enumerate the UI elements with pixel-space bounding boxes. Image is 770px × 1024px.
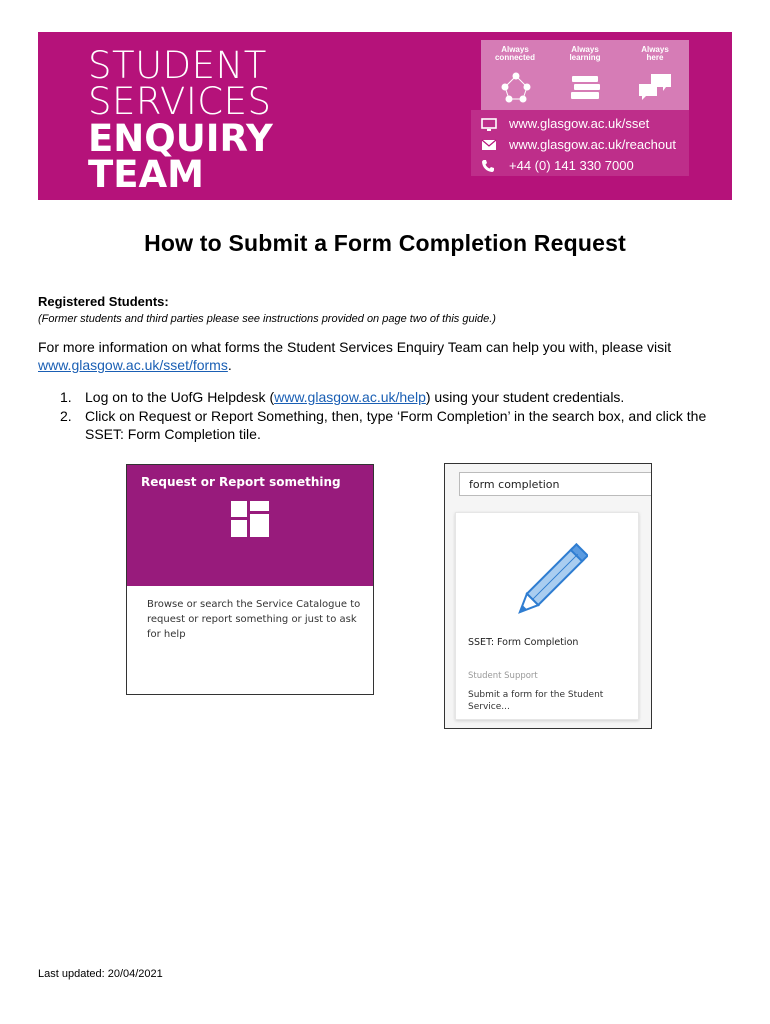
- step-number: 2.: [60, 408, 72, 424]
- catalogue-grid-icon: [231, 501, 269, 537]
- registered-students-heading: Registered Students:: [38, 294, 169, 309]
- card-title: SSET: Form Completion: [468, 637, 579, 648]
- step-text: Log on to the UofG Helpdesk (: [85, 389, 275, 405]
- brand-line: STUDENT: [88, 44, 267, 87]
- envelope-icon: [481, 139, 497, 151]
- tile-header: [127, 465, 373, 586]
- contact-phone[interactable]: +44 (0) 141 330 7000: [509, 158, 634, 173]
- people-network-icon: [499, 70, 533, 104]
- pencil-icon: [504, 543, 588, 629]
- brand-line: ENQUIRY: [88, 116, 273, 160]
- sset-form-completion-card[interactable]: [455, 512, 639, 720]
- brand-logo: [88, 44, 273, 196]
- tile-description: Browse or search the Service Catalogue to request or report something or just to ask for help: [147, 599, 361, 640]
- last-updated: Last updated: 20/04/2021: [38, 968, 163, 980]
- card-description: Submit a form for the Student Service...: [468, 690, 604, 712]
- pillar-label: Always: [501, 45, 529, 54]
- pillar-learning: [555, 46, 615, 62]
- contact-reachout[interactable]: www.glasgow.ac.uk/reachout: [509, 137, 676, 152]
- step-number: 1.: [60, 389, 72, 405]
- pillar-connected: [485, 46, 545, 62]
- contact-website[interactable]: www.glasgow.ac.uk/sset: [509, 116, 650, 131]
- tile-title: Request or Report something: [141, 475, 341, 489]
- monitor-icon: [481, 118, 497, 132]
- step-text: Click on Request or Report Something, then, type ‘Form Completion’ in the search box, and click the SSET: Form Completion tile.: [85, 408, 707, 442]
- steps-list: [60, 388, 730, 444]
- pillar-label: Always: [571, 45, 599, 54]
- search-result-screenshot: [444, 463, 652, 729]
- search-value: form completion: [469, 478, 560, 491]
- page-title: How to Submit a Form Completion Request: [144, 230, 626, 256]
- brand-line: TEAM: [88, 152, 204, 196]
- header-banner: [38, 32, 732, 200]
- search-input[interactable]: [459, 472, 652, 496]
- request-report-tile-screenshot: [126, 464, 374, 695]
- info-text: For more information on what forms the Student Services Enquiry Team can help you with, please visit: [38, 339, 672, 355]
- pillar-label: learning: [569, 53, 601, 62]
- pillar-here: [625, 46, 685, 62]
- card-category: Student Support: [468, 671, 538, 681]
- info-text-end: .: [227, 357, 232, 373]
- pillar-label: here: [646, 53, 664, 62]
- books-icon: [569, 72, 603, 104]
- phone-icon: [481, 159, 495, 173]
- forms-link[interactable]: www.glasgow.ac.uk/sset/forms: [38, 357, 228, 373]
- brand-line: SERVICES: [88, 80, 272, 124]
- contact-panel: [471, 110, 689, 176]
- step-text: ) using your student credentials.: [425, 389, 625, 405]
- chat-bubbles-icon: [637, 72, 673, 102]
- values-panel: [481, 40, 689, 110]
- step-item: [60, 407, 730, 443]
- registered-students-note: (Former students and third parties please see instructions provided on page two of this guide.): [38, 313, 496, 325]
- pillar-label: Always: [641, 45, 669, 54]
- helpdesk-link[interactable]: www.glasgow.ac.uk/help: [274, 389, 426, 405]
- step-item: [60, 388, 730, 406]
- pillar-label: connected: [494, 53, 535, 62]
- info-paragraph: [38, 338, 728, 374]
